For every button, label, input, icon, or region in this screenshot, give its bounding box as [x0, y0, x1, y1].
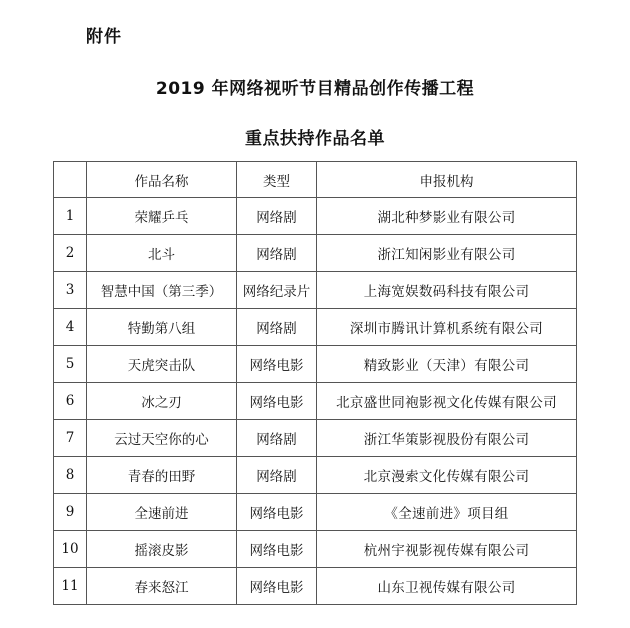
table-row — [54, 420, 577, 457]
work-name: 春来怒江 — [87, 568, 237, 605]
organization: 深圳市腾讯计算机系统有限公司 — [317, 309, 577, 346]
work-type: 网络剧 — [237, 420, 317, 457]
work-type: 网络剧 — [237, 235, 317, 272]
work-name: 天虎突击队 — [87, 346, 237, 383]
row-number: 4 — [54, 309, 87, 346]
work-name: 智慧中国（第三季） — [87, 272, 237, 309]
organization: 浙江知闲影业有限公司 — [317, 235, 577, 272]
table-row — [54, 531, 577, 568]
work-name: 特勤第八组 — [87, 309, 237, 346]
table-row — [54, 235, 577, 272]
organization: 精致影业（天津）有限公司 — [317, 346, 577, 383]
work-type: 网络电影 — [237, 531, 317, 568]
row-number: 8 — [54, 457, 87, 494]
work-type: 网络纪录片 — [237, 272, 317, 309]
organization: 《全速前进》项目组 — [317, 494, 577, 531]
work-type: 网络电影 — [237, 346, 317, 383]
header-organization: 申报机构 — [317, 162, 577, 198]
work-name: 荣耀乒乓 — [87, 198, 237, 235]
work-type: 网络电影 — [237, 494, 317, 531]
work-name: 北斗 — [87, 235, 237, 272]
organization: 山东卫视传媒有限公司 — [317, 568, 577, 605]
attachment-label: 附件 — [86, 27, 122, 47]
table-body — [54, 198, 577, 605]
work-type: 网络剧 — [237, 457, 317, 494]
organization: 杭州宇视影视传媒有限公司 — [317, 531, 577, 568]
row-number: 5 — [54, 346, 87, 383]
work-name: 摇滚皮影 — [87, 531, 237, 568]
row-number: 6 — [54, 383, 87, 420]
work-type: 网络剧 — [237, 198, 317, 235]
row-number: 10 — [54, 531, 87, 568]
row-number: 11 — [54, 568, 87, 605]
header-work-name: 作品名称 — [87, 162, 237, 198]
table-row — [54, 568, 577, 605]
organization: 湖北种梦影业有限公司 — [317, 198, 577, 235]
work-type: 网络电影 — [237, 383, 317, 420]
work-name: 冰之刃 — [87, 383, 237, 420]
work-name: 云过天空你的心 — [87, 420, 237, 457]
row-number: 3 — [54, 272, 87, 309]
row-number: 1 — [54, 198, 87, 235]
header-type: 类型 — [237, 162, 317, 198]
table-header-row — [54, 162, 577, 198]
work-name: 青春的田野 — [87, 457, 237, 494]
header-number — [54, 162, 87, 198]
table-row — [54, 198, 577, 235]
table-row — [54, 272, 577, 309]
row-number: 9 — [54, 494, 87, 531]
work-type: 网络剧 — [237, 309, 317, 346]
organization: 浙江华策影视股份有限公司 — [317, 420, 577, 457]
organization: 北京盛世同袍影视文化传媒有限公司 — [317, 383, 577, 420]
document-title: 2019 年网络视听节目精品创作传播工程 — [155, 79, 475, 99]
work-type: 网络电影 — [237, 568, 317, 605]
works-table — [53, 161, 577, 605]
table-row — [54, 383, 577, 420]
table-row — [54, 494, 577, 531]
row-number: 2 — [54, 235, 87, 272]
work-name: 全速前进 — [87, 494, 237, 531]
organization: 上海宽娱数码科技有限公司 — [317, 272, 577, 309]
document-subtitle: 重点扶持作品名单 — [245, 129, 385, 149]
organization: 北京漫索文化传媒有限公司 — [317, 457, 577, 494]
table-row — [54, 457, 577, 494]
table-row — [54, 309, 577, 346]
row-number: 7 — [54, 420, 87, 457]
table-row — [54, 346, 577, 383]
